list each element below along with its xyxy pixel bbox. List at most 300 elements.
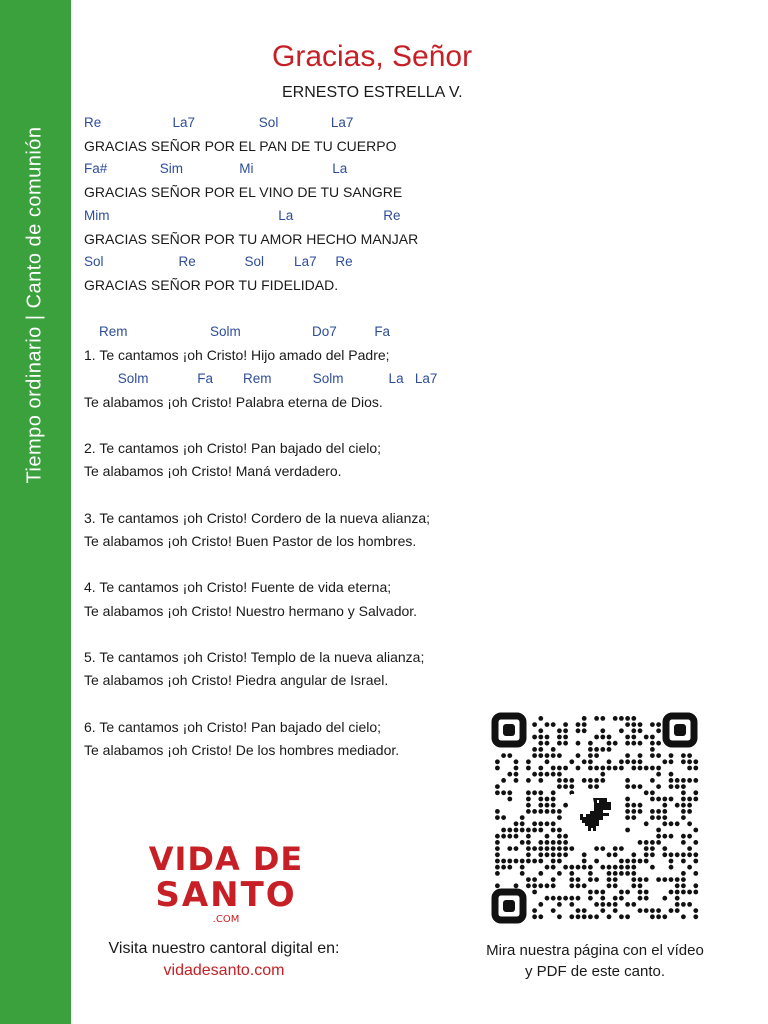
qr-module: [638, 859, 643, 864]
qr-module: [501, 815, 506, 820]
qr-module: [693, 759, 698, 764]
qr-module: [526, 766, 531, 771]
qr-module: [600, 896, 605, 901]
qr-module: [650, 815, 655, 820]
qr-module: [557, 834, 562, 839]
qr-module: [656, 809, 661, 814]
qr-module: [569, 784, 574, 789]
qr-module: [588, 890, 593, 895]
qr-module: [538, 859, 543, 864]
lyric-line: Te alabamos ¡oh Cristo! De los hombres mediador.: [84, 742, 400, 758]
qr-module: [613, 883, 618, 888]
qr-module: [551, 772, 556, 777]
qr-module: [681, 877, 686, 882]
qr-module: [619, 871, 624, 876]
qr-module: [588, 753, 593, 758]
qr-module: [650, 778, 655, 783]
qr-module: [582, 865, 587, 870]
qr-module: [693, 852, 698, 857]
qr-module: [594, 735, 599, 740]
qr-module: [495, 834, 500, 839]
sidebar-category-label: Tiempo ordinario | Canto de comunión: [23, 126, 46, 484]
qr-module: [557, 846, 562, 851]
qr-module: [650, 908, 655, 913]
qr-module: [638, 890, 643, 895]
chord-line: Rem Solm Do7 Fa: [84, 324, 391, 339]
qr-module: [619, 759, 624, 764]
qr-module: [669, 890, 674, 895]
qr-module: [526, 883, 531, 888]
qr-module: [638, 741, 643, 746]
qr-module: [669, 877, 674, 882]
qr-module: [532, 735, 537, 740]
qr-module: [681, 852, 686, 857]
qr-module: [551, 753, 556, 758]
qr-module: [501, 859, 506, 864]
qr-module: [625, 828, 630, 833]
qr-module: [662, 834, 667, 839]
qr-module: [532, 772, 537, 777]
logo-line1: VIDA DE: [148, 840, 304, 878]
qr-module: [687, 865, 692, 870]
qr-module: [619, 859, 624, 864]
qr-module: [600, 728, 605, 733]
qr-module: [693, 840, 698, 845]
qr-module: [514, 766, 519, 771]
qr-module: [631, 759, 636, 764]
qr-module: [569, 778, 574, 783]
qr-module: [687, 852, 692, 857]
qr-module: [625, 815, 630, 820]
qr-module: [693, 859, 698, 864]
qr-module: [625, 784, 630, 789]
qr-module: [557, 728, 562, 733]
qr-module: [693, 766, 698, 771]
qr-module: [600, 766, 605, 771]
qr-module: [619, 728, 624, 733]
qr-module: [693, 908, 698, 913]
qr-module: [631, 741, 636, 746]
cantoral-text: Visita nuestro cantoral digital en:: [108, 940, 340, 957]
qr-module: [675, 778, 680, 783]
cantoral-callout: [84, 938, 364, 982]
qr-module: [582, 883, 587, 888]
qr-module: [538, 790, 543, 795]
qr-module: [619, 846, 624, 851]
qr-module: [557, 914, 562, 919]
qr-module: [569, 846, 574, 851]
qr-module: [545, 735, 550, 740]
lyric-line: GRACIAS SEÑOR POR EL PAN DE TU CUERPO: [84, 138, 397, 154]
qr-module: [514, 834, 519, 839]
qr-module: [625, 753, 630, 758]
qr-module: [638, 766, 643, 771]
vida-de-santo-logo[interactable]: [148, 838, 304, 926]
qr-module: [638, 722, 643, 727]
qr-module: [532, 828, 537, 833]
qr-module: [501, 753, 506, 758]
qr-module: [507, 772, 512, 777]
qr-module: [526, 778, 531, 783]
qr-module: [538, 840, 543, 845]
qr-module: [675, 890, 680, 895]
qr-module: [563, 766, 568, 771]
qr-module: [631, 871, 636, 876]
qr-callout-line1: Mira nuestra página con el vídeo: [486, 942, 704, 959]
qr-module: [495, 759, 500, 764]
qr-module: [545, 759, 550, 764]
qr-module: [576, 722, 581, 727]
chord-line: Sol Re Sol La7 Re: [84, 254, 353, 269]
qr-module: [526, 828, 531, 833]
qr-module: [588, 784, 593, 789]
qr-module: [514, 883, 519, 888]
qr-module: [545, 865, 550, 870]
qr-module: [507, 828, 512, 833]
chord-line: Re La7 Sol La7: [84, 115, 354, 130]
qr-module: [545, 821, 550, 826]
qr-module: [650, 766, 655, 771]
qr-module: [662, 914, 667, 919]
qr-module: [551, 846, 556, 851]
lyric-line: GRACIAS SEÑOR POR TU FIDELIDAD.: [84, 277, 339, 293]
qr-module: [569, 877, 574, 882]
qr-module: [563, 784, 568, 789]
qr-module: [520, 865, 525, 870]
qr-module: [495, 784, 500, 789]
qr-module: [551, 840, 556, 845]
qr-module: [631, 883, 636, 888]
qr-module: [613, 896, 618, 901]
qr-module: [538, 728, 543, 733]
qr-module: [644, 846, 649, 851]
qr-module: [669, 852, 674, 857]
lyric-line: Te alabamos ¡oh Cristo! Buen Pastor de los hombres.: [84, 533, 417, 549]
qr-module: [681, 753, 686, 758]
qr-module: [613, 865, 618, 870]
qr-module: [526, 803, 531, 808]
qr-module: [563, 735, 568, 740]
qr-module: [532, 890, 537, 895]
chord-line: Fa# Sim Mi La: [84, 161, 348, 176]
qr-module: [569, 914, 574, 919]
qr-module: [693, 778, 698, 783]
qr-module: [576, 741, 581, 746]
qr-module: [514, 846, 519, 851]
qr-module: [638, 809, 643, 814]
qr-module: [607, 914, 612, 919]
qr-module: [538, 735, 543, 740]
qr-module: [582, 859, 587, 864]
qr-module: [545, 883, 550, 888]
qr-module: [557, 753, 562, 758]
qr-module: [681, 859, 686, 864]
qr-module: [687, 778, 692, 783]
qr-module: [569, 871, 574, 876]
qr-module: [538, 741, 543, 746]
qr-module: [526, 759, 531, 764]
qr-callout-line2: y PDF de este canto.: [524, 963, 666, 980]
qr-module: [631, 852, 636, 857]
qr-module: [675, 852, 680, 857]
qr-module: [656, 797, 661, 802]
qr-module: [650, 846, 655, 851]
sidebar-band: [0, 0, 71, 1024]
qr-module: [656, 772, 661, 777]
qr-module: [538, 821, 543, 826]
qr-module: [613, 908, 618, 913]
website-link[interactable]: vidadesanto.com: [163, 962, 285, 979]
qr-module: [631, 728, 636, 733]
qr-module: [662, 877, 667, 882]
qr-module: [557, 859, 562, 864]
qr-module: [514, 821, 519, 826]
qr-module: [495, 809, 500, 814]
qr-module: [631, 803, 636, 808]
qr-module: [526, 834, 531, 839]
qr-module: [507, 834, 512, 839]
qr-module: [563, 778, 568, 783]
qr-module: [495, 840, 500, 845]
qr-module: [687, 803, 692, 808]
qr-module: [576, 896, 581, 901]
qr-module: [582, 728, 587, 733]
qr-module: [507, 797, 512, 802]
qr-module: [551, 722, 556, 727]
qr-module: [588, 778, 593, 783]
qr-module: [551, 852, 556, 857]
qr-module: [638, 784, 643, 789]
qr-module: [644, 859, 649, 864]
qr-module: [669, 859, 674, 864]
qr-module: [656, 784, 661, 789]
qr-module: [588, 896, 593, 901]
qr-module: [656, 728, 661, 733]
qr-module: [563, 728, 568, 733]
qr-module: [532, 914, 537, 919]
qr-module: [600, 778, 605, 783]
qr-module: [557, 896, 562, 901]
qr-module: [662, 852, 667, 857]
qr-module: [582, 908, 587, 913]
qr-module: [495, 871, 500, 876]
qr-module: [495, 883, 500, 888]
qr-module: [551, 797, 556, 802]
qr-module: [638, 753, 643, 758]
qr-module: [600, 902, 605, 907]
qr-module: [551, 883, 556, 888]
qr-module: [681, 797, 686, 802]
qr-module: [644, 790, 649, 795]
qr-module: [625, 902, 630, 907]
qr-module: [631, 716, 636, 721]
qr-module: [532, 883, 537, 888]
qr-module: [532, 790, 537, 795]
qr-module: [538, 914, 543, 919]
qr-module: [576, 753, 581, 758]
qr-module: [675, 902, 680, 907]
qr-module: [594, 846, 599, 851]
qr-module: [681, 815, 686, 820]
qr-module: [613, 716, 618, 721]
qr-module: [594, 747, 599, 752]
qr-module: [569, 865, 574, 870]
qr-code[interactable]: [491, 712, 698, 924]
qr-module: [662, 803, 667, 808]
qr-module: [681, 883, 686, 888]
qr-module: [687, 821, 692, 826]
qr-module: [681, 809, 686, 814]
qr-module: [551, 896, 556, 901]
qr-module: [662, 846, 667, 851]
qr-module: [687, 759, 692, 764]
qr-module: [520, 821, 525, 826]
qr-module: [638, 840, 643, 845]
qr-module: [650, 741, 655, 746]
qr-module: [582, 722, 587, 727]
qr-module: [594, 902, 599, 907]
qr-module: [569, 902, 574, 907]
qr-module: [538, 753, 543, 758]
qr-module: [545, 797, 550, 802]
qr-module: [644, 840, 649, 845]
qr-module: [545, 834, 550, 839]
qr-module: [631, 784, 636, 789]
qr-module: [545, 809, 550, 814]
qr-module: [613, 871, 618, 876]
qr-module: [650, 790, 655, 795]
qr-module: [600, 865, 605, 870]
qr-module: [631, 877, 636, 882]
qr-module: [600, 747, 605, 752]
qr-module: [507, 865, 512, 870]
qr-module: [594, 778, 599, 783]
qr-module: [638, 877, 643, 882]
qr-module: [563, 834, 568, 839]
qr-module: [545, 803, 550, 808]
qr-module: [600, 846, 605, 851]
lyric-line: 6. Te cantamos ¡oh Cristo! Pan bajado del cielo;: [84, 719, 382, 735]
qr-module: [551, 803, 556, 808]
qr-module: [607, 766, 612, 771]
qr-module: [557, 735, 562, 740]
qr-module: [563, 852, 568, 857]
qr-module: [582, 716, 587, 721]
qr-module: [693, 797, 698, 802]
qr-module: [557, 784, 562, 789]
qr-module: [545, 753, 550, 758]
qr-module: [669, 772, 674, 777]
qr-module: [563, 896, 568, 901]
qr-module: [687, 834, 692, 839]
qr-module: [638, 728, 643, 733]
qr-module: [576, 865, 581, 870]
qr-module: [675, 908, 680, 913]
qr-module: [681, 778, 686, 783]
qr-module: [594, 877, 599, 882]
qr-module: [532, 908, 537, 913]
qr-module: [669, 753, 674, 758]
qr-module: [545, 722, 550, 727]
qr-module: [669, 784, 674, 789]
qr-module: [607, 902, 612, 907]
qr-module: [501, 790, 506, 795]
qr-module: [681, 840, 686, 845]
qr-module: [538, 846, 543, 851]
qr-module: [650, 747, 655, 752]
qr-module: [600, 890, 605, 895]
chord-line: Solm Fa Rem Solm La La7: [84, 371, 438, 386]
lyric-line: Te alabamos ¡oh Cristo! Nuestro hermano y Salvador.: [84, 603, 418, 619]
qr-module: [514, 778, 519, 783]
lyric-line: Te alabamos ¡oh Cristo! Maná verdadero.: [84, 463, 342, 479]
qr-callout: [450, 940, 740, 982]
qr-module: [693, 790, 698, 795]
qr-module: [594, 914, 599, 919]
qr-module: [607, 852, 612, 857]
logo-line3: .COM: [212, 914, 240, 925]
qr-module: [681, 759, 686, 764]
qr-module: [576, 908, 581, 913]
qr-module: [557, 852, 562, 857]
qr-module: [507, 846, 512, 851]
qr-module: [650, 809, 655, 814]
qr-module: [526, 846, 531, 851]
logo-line2: SANTO: [155, 875, 297, 915]
qr-module: [501, 778, 506, 783]
qr-module: [625, 803, 630, 808]
qr-module: [557, 809, 562, 814]
lyric-line: 5. Te cantamos ¡oh Cristo! Templo de la nueva alianza;: [84, 649, 425, 665]
qr-module: [656, 834, 661, 839]
qr-module: [507, 790, 512, 795]
qr-module: [613, 902, 618, 907]
qr-module: [687, 846, 692, 851]
qr-module: [650, 797, 655, 802]
qr-module: [495, 846, 500, 851]
qr-module: [644, 890, 649, 895]
qr-module: [588, 759, 593, 764]
qr-module: [625, 759, 630, 764]
qr-module: [582, 852, 587, 857]
qr-module: [631, 735, 636, 740]
qr-module: [495, 859, 500, 864]
qr-module: [588, 914, 593, 919]
qr-module: [607, 759, 612, 764]
qr-module: [532, 821, 537, 826]
qr-module: [662, 815, 667, 820]
qr-module: [619, 914, 624, 919]
qr-module: [569, 759, 574, 764]
qr-module: [600, 716, 605, 721]
qr-module: [545, 896, 550, 901]
qr-module: [613, 766, 618, 771]
lyric-line: 3. Te cantamos ¡oh Cristo! Cordero de la nueva alianza;: [84, 510, 431, 526]
qr-module: [607, 865, 612, 870]
qr-module: [687, 809, 692, 814]
qr-module: [557, 840, 562, 845]
qr-module: [588, 741, 593, 746]
qr-module: [650, 852, 655, 857]
qr-module: [625, 735, 630, 740]
qr-module: [557, 741, 562, 746]
qr-module: [557, 902, 562, 907]
qr-module: [514, 772, 519, 777]
qr-module: [687, 766, 692, 771]
qr-module: [650, 865, 655, 870]
lyric-line: 1. Te cantamos ¡oh Cristo! Hijo amado del Padre;: [84, 347, 390, 363]
qr-module: [644, 852, 649, 857]
